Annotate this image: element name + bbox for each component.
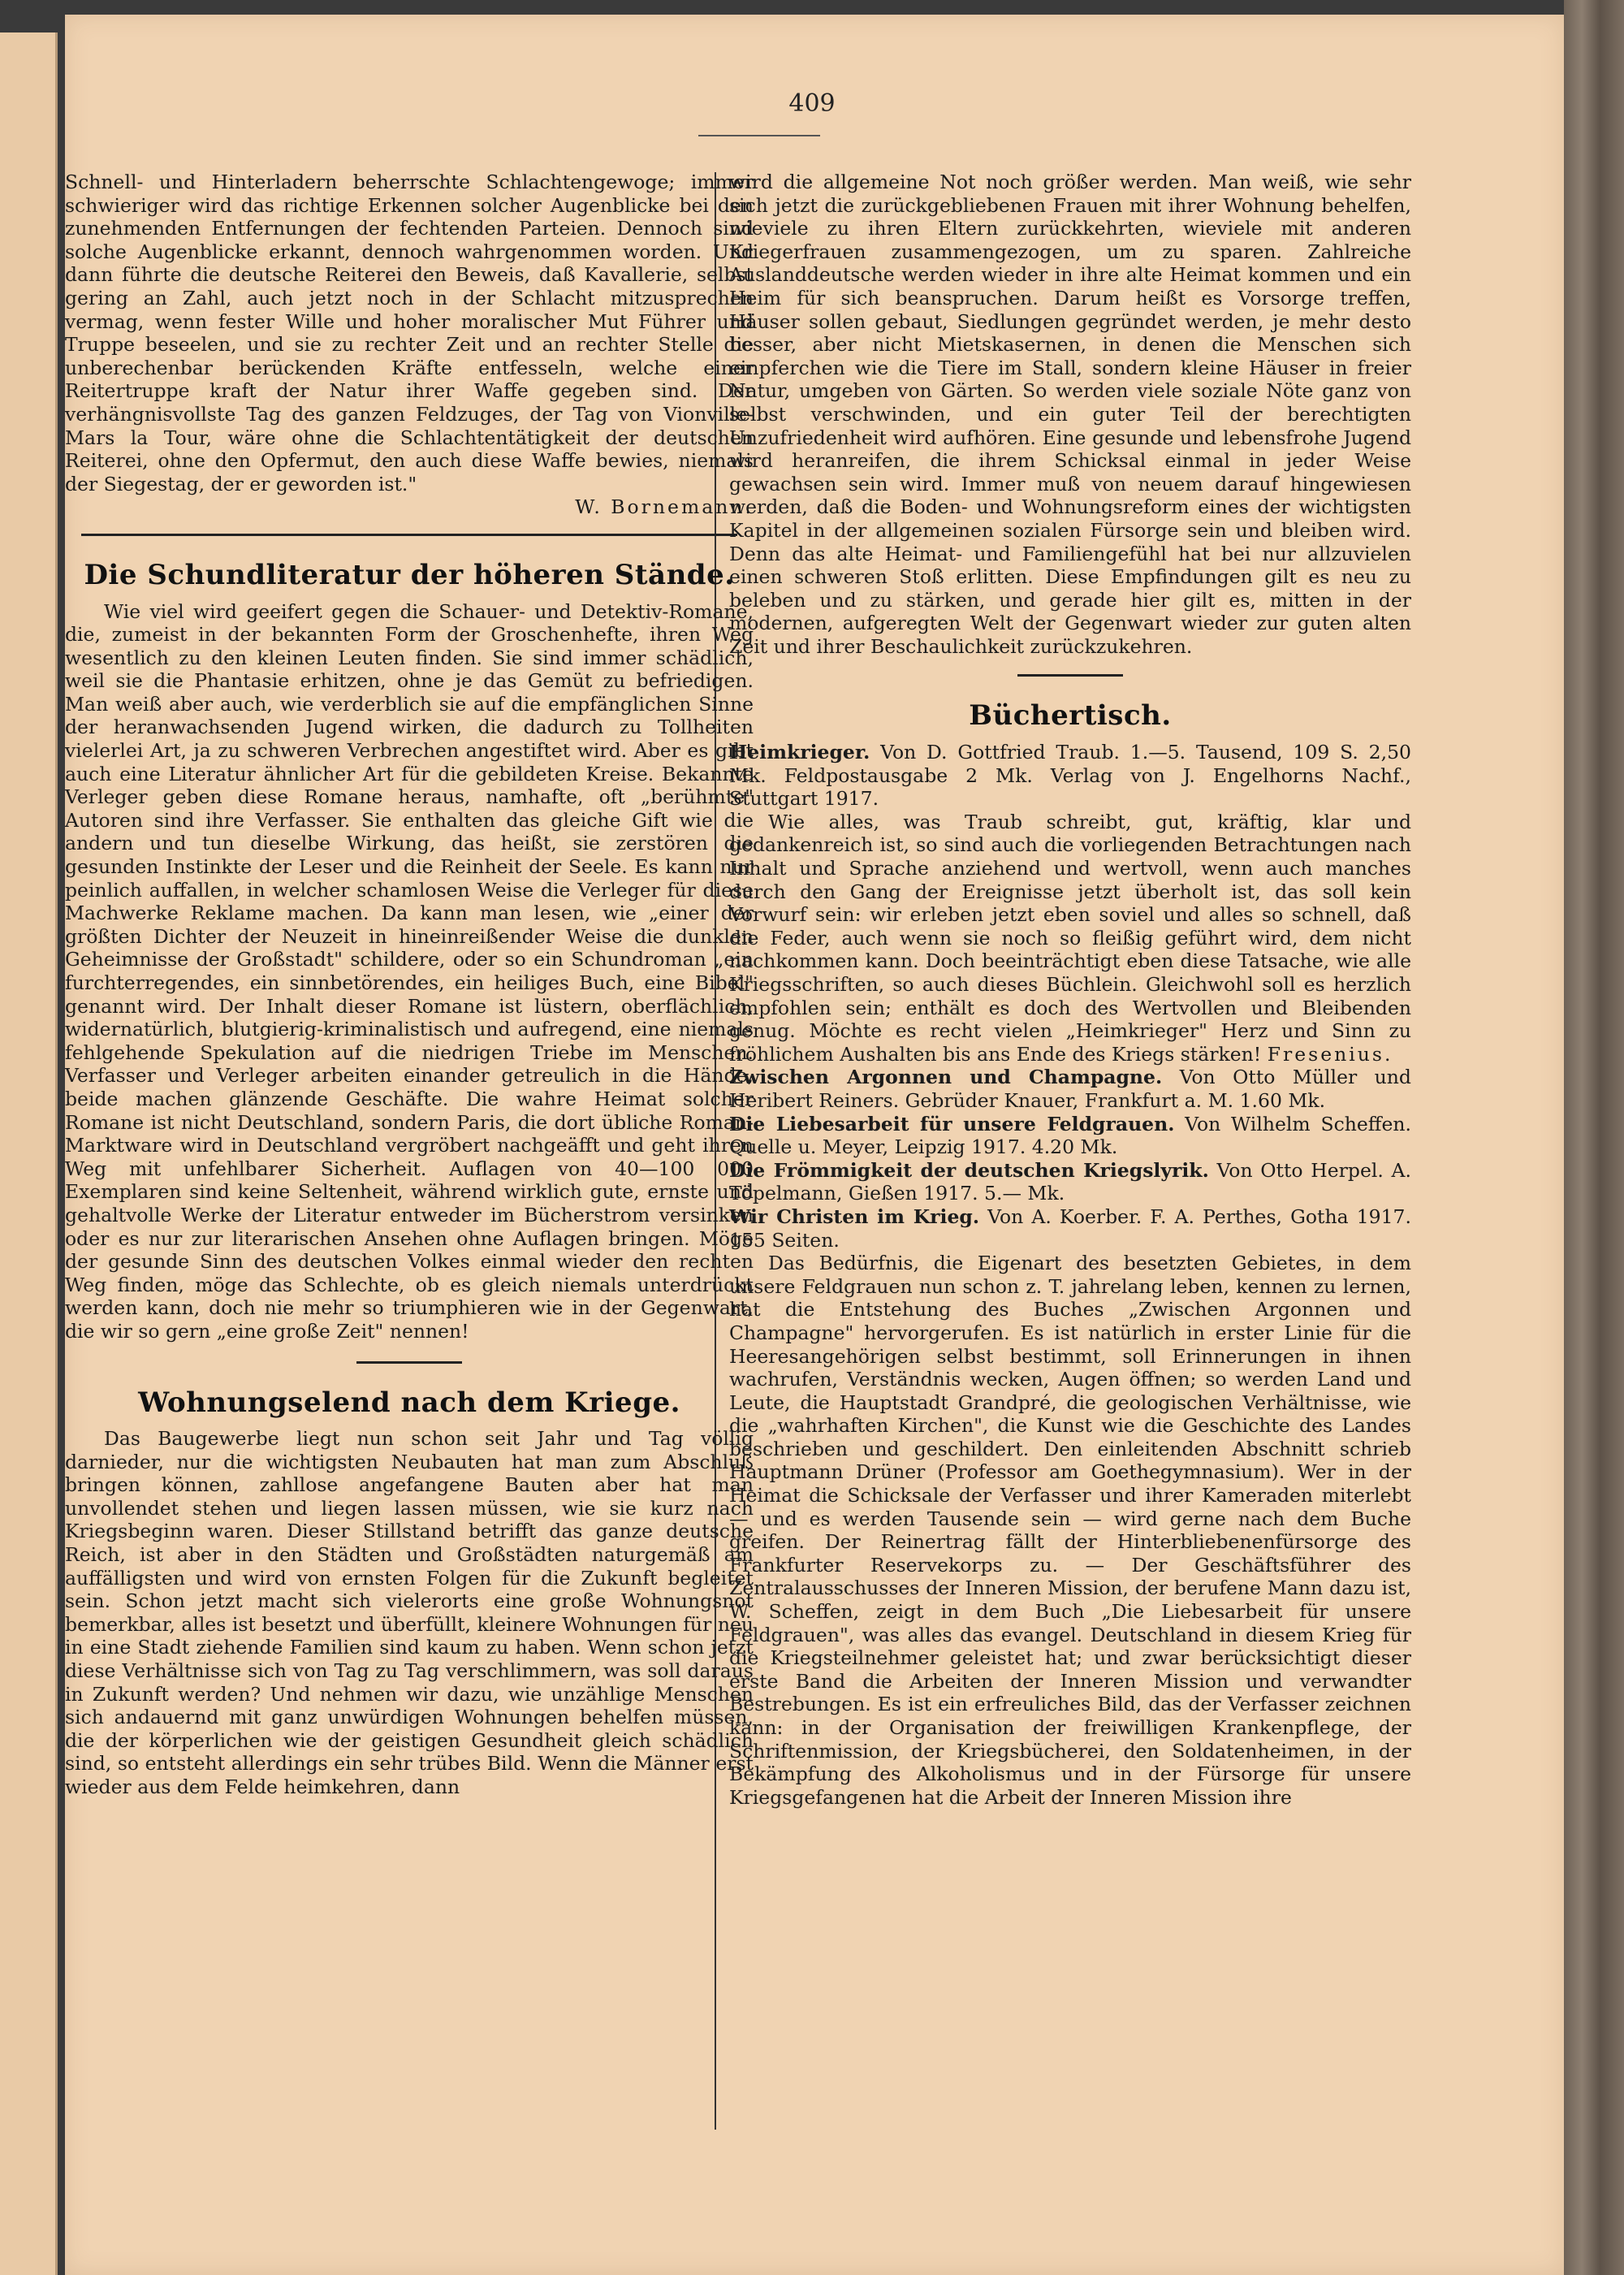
- book-review: [729, 811, 1411, 1066]
- book-reviewer: Fresenius.: [1267, 1042, 1393, 1066]
- article-signature: W. Bornemann.: [575, 495, 754, 519]
- book-review-text: Wie alles, was Traub schreibt, gut, kräftig, klar und gedankenreich ist, so sind auch die vorliegenden Betrachtungen nach Inhalt und Sprache anziehend und wertvoll, wenn auch manches durch den Gang der Ereignisse jetzt überholt ist, das soll kein Vorwurf sein: wir erleben jetzt eben soviel und alles so schnell, daß die Feder, auch wenn sie noch so fleißig geführt wird, dem nicht nachkommen kann. Doch beeinträchtigt eben diese Tatsache, wie alle Kriegsschriften, so auch dieses Büchlein. Gleichwohl soll es herzlich empfohlen sein; enthält es doch des Wertvollen und Bleibenden genug. Möchte es recht vielen „Heimkrieger" Herz und Sinn zu fröhlichem Aushalten bis ans Ende des Kriegs stärken!: [729, 810, 1411, 1066]
- article-continuation-text: wird die allgemeine Not noch größer werden. Man weiß, wie sehr sich jetzt die zurückgebliebenen Frauen mit ihrer Wohnung behelfen, wieviele zu ihren Eltern zurückkehrten, wieviele mit anderen Kriegerfrauen zusammengezogen, um zu sparen. Zahlreiche Auslanddeutsche werden wieder in ihre alte Heimat kommen und ein Heim für sich beanspruchen. Darum heißt es Vorsorge treffen, Häuser sollen gebaut, Siedlungen gegründet werden, je mehr desto besser, aber nicht Mietskasernen, in denen die Menschen sich einpferchen wie die Tiere im Stall, sondern kleine Häuser in freier Natur, umgeben von Gärten. So werden viele soziale Nöte ganz von selbst verschwinden, und ein guter Teil der berechtigten Unzufriedenheit wird aufhören. Eine gesunde und lebensfrohe Jugend wird heranreifen, die ihrem Schicksal einmal in jeder Weise gewachsen sein wird. Immer muß von neuem darauf hingewiesen werden, daß die Boden- und Wohnungsreform eines der wichtigsten Kapitel in der allgemeinen sozialen Fürsorge sein und bleiben wird. Denn das alte Heimat- und Familiengefühl hat bei nur allzuvielen einen schweren Stoß erlitten. Diese Empfindungen gilt es neu zu beleben und zu stärken, und gerade hier gilt es, mitten in der modernen, aufgeregten Welt der Gegenwart wieder zur guten alten Zeit und ihrer Beschaulichkeit zurückzukehren.: [729, 171, 1411, 658]
- section-text-schundliteratur: Wie viel wird geeifert gegen die Schauer- und Detektiv-Romane, die, zumeist in der bekannten Form der Groschenhefte, ihren Weg wesentlich zu den kleinen Leuten finden. Sie sind immer schädlich, weil sie die Phantasie erhitzen, ohne je das Gemüt zu befriedigen. Man weiß aber auch, wie verderblich sie auf die empfänglichen Sinne der heranwachsenden Jugend wirken, die dadurch zu Tollheiten vielerlei Art, ja zu schweren Verbrechen angestiftet wird. Aber es gibt auch eine Literatur ähnlicher Art für die gebildeten Kreise. Bekannte Verleger geben diese Romane heraus, namhafte, oft „berühmte" Autoren sind ihre Verfasser. Sie enthalten das gleiche Gift wie die andern und tun dieselbe Wirkung, das heißt, sie zerstören die gesunden Instinkte der Leser und die Reinheit der Seele. Es kann nur peinlich auffallen, in welcher schamlosen Weise die Verleger für diese Machwerke Reklame machen. Da kann man lesen, wie „einer der größten Dichter der Neuzeit in hineinreißender Weise die dunklen Geheimnisse der Großstadt" schildere, oder so ein Schundroman „ein furchterregendes, ein sinnbetörendes, ein heiliges Buch, eine Bibel" genannt wird. Der Inhalt dieser Romane ist lüstern, oberflächlich, widernatürlich, blutgierig-kriminalistisch und aufregend, eine niemals fehlgehende Spekulation auf die niedrigen Triebe im Menschen. Verfasser und Verleger arbeiten einander getreulich in die Hände, beide machen glänzende Geschäfte. Die wahre Heimat solcher Romane ist nicht Deutschland, sondern Paris, die dort übliche Roman-Marktware wird in Deutschland vergröbert nachgeäfft und geht ihren Weg mit unfehlbarer Sicherheit. Auflagen von 40—100 000 Exemplaren sind keine Seltenheit, während wirklich gute, ernste und gehaltvolle Werke der Literatur entweder im Bücherstrom versinken oder es nur zur literarischen Ansehen ohne Auflagen bringen. Möge der gesunde Sinn des deutschen Volkes einmal wieder den rechten Weg finden, möge das Schlechte, ob es gleich niemals unterdrückt werden kann, doch nie mehr so triumphieren wie in der Gegenwart, die wir so gern „eine große Zeit" nennen!: [65, 599, 754, 1343]
- left-column: [65, 171, 754, 1799]
- book-title: Die Frömmigkeit der deutschen Kriegslyrik.: [729, 1158, 1209, 1182]
- book-info: Von Otto Herpel. A. Töpelmann, Gießen 1917. 5.— Mk.: [729, 1158, 1411, 1205]
- page-number: 409: [788, 89, 836, 118]
- section-heading-schundliteratur: Die Schundliteratur der höheren Stände.: [84, 558, 735, 591]
- right-column: [729, 171, 1411, 1809]
- book-info: Von D. Gottfried Traub. 1.—5. Tausend, 109 S. 2,50 Mk. Feldpostausgabe 2 Mk. Verlag von J. Engelhorns Nachf., Stuttgart 1917.: [729, 741, 1411, 811]
- section-rule: [81, 534, 737, 536]
- section-rule: [356, 1361, 462, 1364]
- book-info: Von A. Koerber. F. A. Perthes, Gotha 1917. 155 Seiten.: [729, 1205, 1411, 1252]
- book-edge: [1564, 0, 1624, 2275]
- book-entry: [729, 741, 1411, 811]
- book-title: Die Liebesarbeit für unsere Feldgrauen.: [729, 1112, 1175, 1135]
- section-rule: [1017, 674, 1123, 677]
- article-intro-text: Schnell- und Hinterladern beherrschte Schlachtengewoge; immer schwieriger wird das richtige Erkennen solcher Augenblicke bei den zunehmenden Entfernungen der fechtenden Parteien. Dennoch sind solche Augenblicke erkannt, dennoch wahrgenommen worden. Und dann führte die deutsche Reiterei den Beweis, daß Kavallerie, selbst gering an Zahl, auch jetzt noch in der Schlacht mitzusprechen vermag, wenn fester Wille und hoher moralischer Mut Führer und Truppe beseelen, und sie zu rechter Zeit und an rechter Stelle die unberechenbar berückenden Kräfte entfesseln, welche einer Reitertruppe kraft der Natur ihrer Waffe gegeben sind. Der verhängnisvollste Tag des ganzen Feldzuges, der Tag von Vionville-Mars la Tour, wäre ohne die Schlachtentätigkeit der deutschen Reiterei, ohne den Opfermut, den auch diese Waffe bewies, niemals der Siegestag, der er geworden ist.": [65, 171, 754, 495]
- book-entry: [729, 1159, 1411, 1205]
- section-heading-wohnungselend: Wohnungselend nach dem Kriege.: [138, 1386, 680, 1419]
- previous-page-edge: [0, 32, 58, 2275]
- book-title: Heimkrieger.: [729, 741, 870, 764]
- book-entry: [729, 1113, 1411, 1159]
- book-entry: [729, 1205, 1411, 1252]
- book-info: Von Wilhelm Scheffen. Quelle u. Meyer, Leipzig 1917. 4.20 Mk.: [729, 1112, 1411, 1159]
- book-entry: [729, 1066, 1411, 1112]
- book-title: Zwischen Argonnen und Champagne.: [729, 1066, 1163, 1089]
- book-info: Von Otto Müller und Heribert Reiners. Gebrüder Knauer, Frankfurt a. M. 1.60 Mk.: [729, 1066, 1411, 1112]
- book-review-combined: Das Bedürfnis, die Eigenart des besetzten Gebietes, in dem unsere Feldgrauen nun schon z. T. jahrelang leben, kennen zu lernen, hat die Entstehung des Buches „Zwischen Argonnen und Champagne" hervorgerufen. Es ist natürlich in erster Linie für die Heeresangehörigen selbst bestimmt, soll Erinnerungen in ihnen wachrufen, Verständnis wecken, Augen öffnen; so werden Land und Leute, die Hauptstadt Grandpré, die geologischen Verhältnisse, wie die „wahrhaften Kirchen", die Kunst wie die Geschichte des Landes beschrieben und geschildert. Den einleitenden Abschnitt schrieb Hauptmann Drüner (Professor am Goethegymnasium). Wer in der Heimat die Schicksale der Verfasser und ihrer Kameraden miterlebt — und es werden Tausende sein — wird gerne nach dem Buche greifen. Der Reinertrag fällt der Hinterbliebenenfürsorge des Frankfurter Reservekorps zu. — Der Geschäftsführer des Zentralausschusses der Inneren Mission, der berufene Mann dazu ist, W. Scheffen, zeigt in dem Buch „Die Liebesarbeit für unsere Feldgrauen", was alles das evangel. Deutschland in diesem Krieg für die Kriegsteilnehmer geleistet hat; und zwar berücksichtigt dieser erste Band die Arbeiten der Inneren Mission und verwandter Bestrebungen. Es ist ein erfreuliches Bild, das der Verfasser zeichnen kann: in der Organisation der freiwilligen Krankenpflege, der Schriftenmission, der Kriegsbücherei, den Soldatenheimen, in der Bekämpfung des Alkoholismus und in der Fürsorge für unsere Kriegsgefangenen hat die Arbeit der Inneren Mission ihre: [729, 1252, 1411, 1809]
- section-text-wohnungselend: Das Baugewerbe liegt nun schon seit Jahr und Tag völlig darnieder, nur die wichtigsten Neubauten hat man zum Abschluß bringen können, zahllose angefangene Bauten aber hat man unvollendet stehen und liegen lassen müssen, wie sie kurz nach Kriegsbeginn waren. Dieser Stillstand betrifft das ganze deutsche Reich, ist aber in den Städten und Großstädten naturgemäß am auffälligsten und wird von ernsten Folgen für die Zukunft begleitet sein. Schon jetzt macht sich vielerorts eine große Wohnungsnot bemerkbar, alles ist besetzt und überfüllt, kleinere Wohnungen für neu in eine Stadt ziehende Familien sind kaum zu haben. Wenn schon jetzt diese Verhältnisse sich von Tag zu Tag verschlimmern, was soll daraus in Zukunft werden? Und nehmen wir dazu, wie unzählige Menschen sich andauernd mit ganz unwürdigen Wohnungen behelfen müssen, die der körperlichen wie der geistigen Gesundheit gleich schädlich sind, so entsteht allerdings ein sehr trübes Bild. Wenn die Männer erst wieder aus dem Felde heimkehren, dann: [65, 1427, 754, 1798]
- page-number-rule: [698, 135, 820, 136]
- section-heading-buechertisch: Büchertisch.: [969, 699, 1172, 733]
- book-title: Wir Christen im Krieg.: [729, 1205, 980, 1228]
